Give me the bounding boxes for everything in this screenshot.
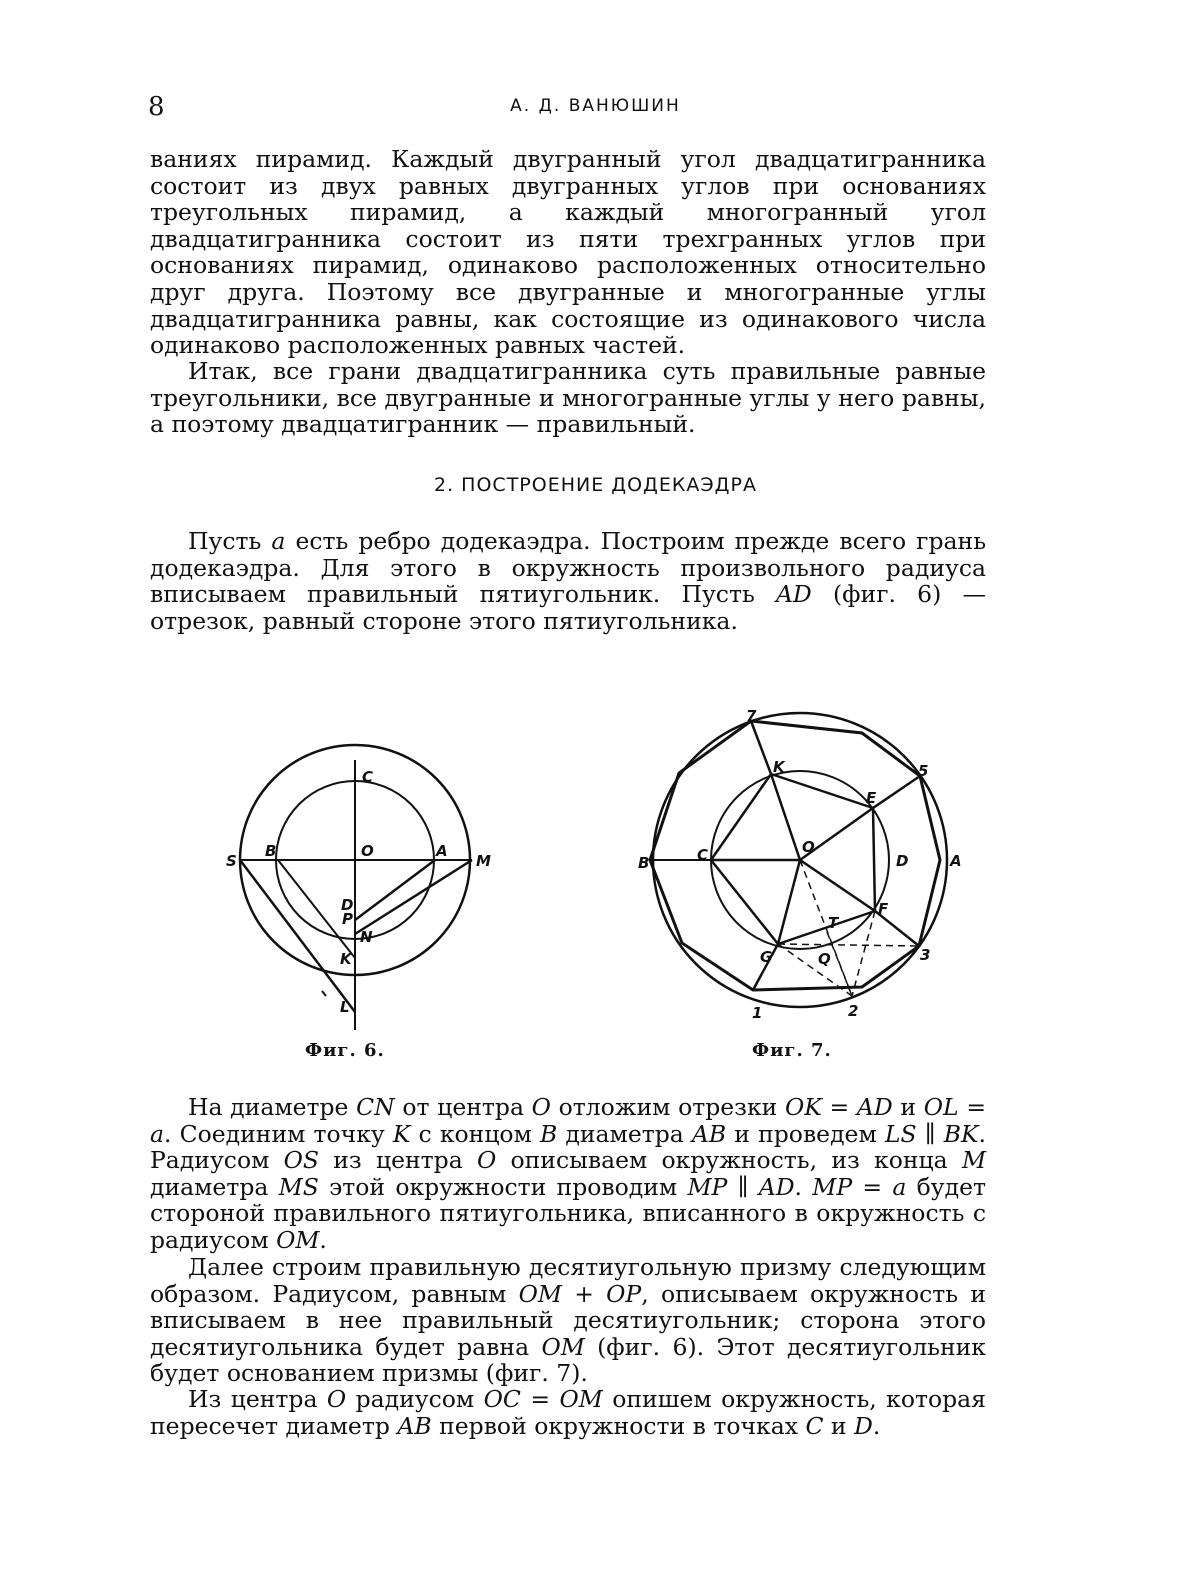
label-B: B (638, 854, 650, 872)
paragraph-3: Пусть a есть ребро додекаэдра. Построим прежде всего грань додекаэдра. Для этого в окружность произвольного радиуса вписываем правильный пятиугольник. Пусть AD (фиг. 6) — отрезок, равный стороне этого пятиугольника. (150, 527, 987, 635)
label-L: L (340, 998, 350, 1016)
running-head: А. Д. ВАНЮШИН (510, 96, 681, 116)
label-5: 5 (918, 762, 929, 780)
label-O: O (802, 838, 815, 856)
label-C: C (362, 768, 374, 786)
figure-7-caption: Фиг. 7. (752, 1040, 832, 1061)
paragraph-2: Итак, все грани двадцатигранника суть правильные равные треугольники, все двугранные и многогранные углы у него равны, а поэтому двадцатигранник — правильный. (150, 357, 986, 439)
label-S: S (226, 852, 237, 870)
label-7: 7 (746, 707, 757, 725)
figure-6-caption: Фиг. 6. (305, 1040, 385, 1061)
label-G: G (760, 948, 773, 966)
label-F: F (878, 900, 889, 918)
label-P: P (342, 910, 353, 928)
page-number: 8 (148, 92, 165, 122)
paragraph-4: На диаметре CN от центра O отложим отрезки OK = AD и OL = a. Соединим точку K с концом B диаметра AB и проведем LS ∥ BK. Радиусом OS из центра O описываем окружность, из конца M диаметра MS этой окружности проводим MP ∥ AD. MP = a будет стороной правильного пятиугольника, вписанного в окружность с радиусом OM. (150, 1093, 987, 1254)
label-C: C (697, 846, 709, 864)
label-D: D (896, 852, 909, 870)
figure-7 (630, 700, 970, 1030)
label-E: E (866, 789, 877, 807)
label-T: T (828, 914, 839, 932)
label-D: D (341, 896, 354, 914)
label-N: N (360, 928, 373, 946)
figure-6-diagram (220, 740, 500, 1030)
label-2: 2 (848, 1002, 859, 1020)
label-B: B (265, 842, 277, 860)
paragraph-1: ваниях пирамид. Каждый двугранный угол двадцатигранника состоит из двух равных двугранных углов при основаниях треугольных пирамид, а каждый многогранный угол двадцатигранника состоит из пяти трехгранных углов при основаниях пирамид, одинаково расположенных относительно друг друга. Поэтому все двугранные и многогранные углы двадцатигранника равны, как состоящие из одинакового числа одинаково расположенных равных частей. (150, 145, 986, 360)
paragraph-5: Далее строим правильную десятиугольную призму следующим образом. Радиусом, равным OM + OP, описываем окружность и вписываем в нее правильный десятиугольник; сторона этого десятиугольника будет равна OM (фиг. 6). Этот десятиугольник будет основанием призмы (фиг. 7). (150, 1253, 986, 1388)
label-O: O (361, 842, 374, 860)
label-K: K (340, 950, 352, 968)
section-heading: 2. ПОСТРОЕНИЕ ДОДЕКАЭДРА (434, 474, 757, 496)
label-A: A (950, 852, 962, 870)
label-K: K (773, 758, 785, 776)
label-Q: Q (818, 950, 831, 968)
label-M: M (476, 852, 491, 870)
paragraph-6: Из центра O радиусом OC = OM опишем окружность, которая пересечет диаметр AB первой окружности в точках C и D. (150, 1385, 986, 1440)
label-1: 1 (752, 1004, 763, 1022)
label-A: A (436, 842, 448, 860)
figure-7-diagram (630, 700, 970, 1030)
label-3: 3 (920, 946, 931, 964)
figure-6 (220, 740, 500, 1030)
